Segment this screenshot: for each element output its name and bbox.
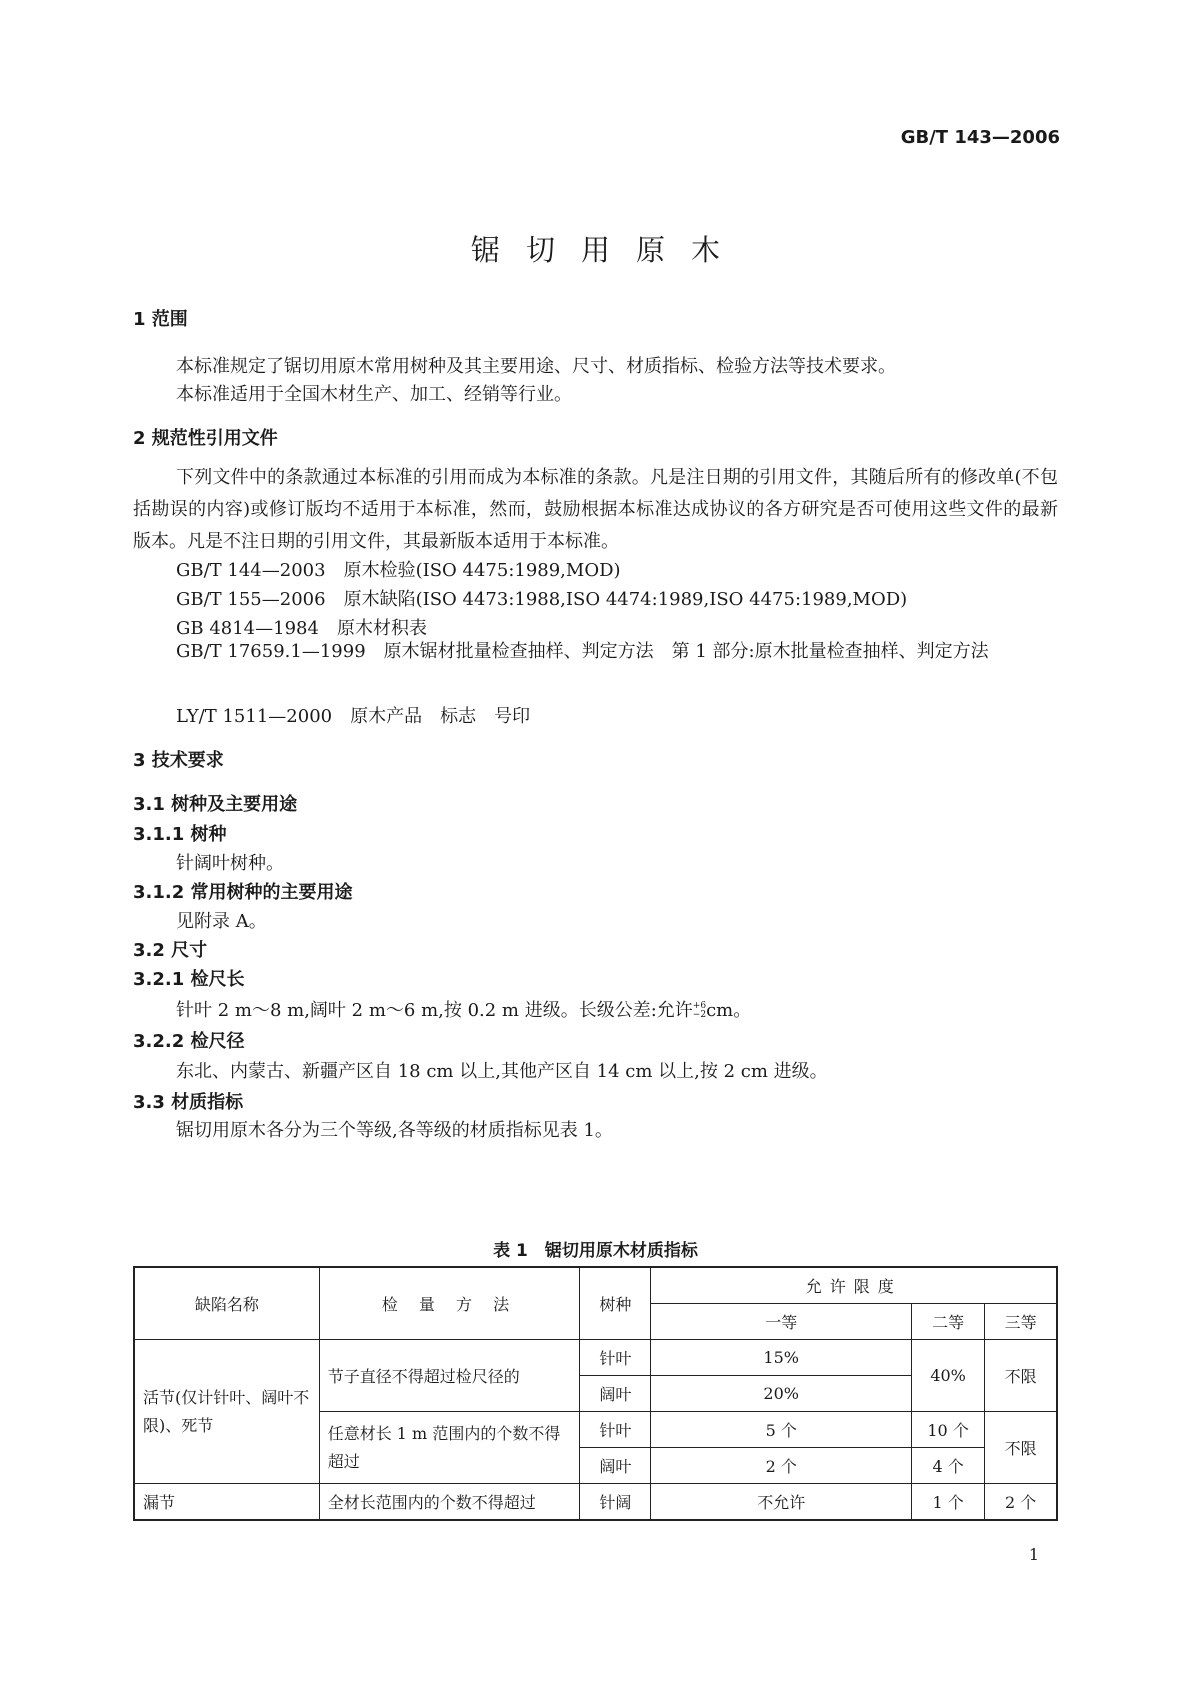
tolerance-upper: +6 — [692, 1001, 707, 1011]
species-conifer: 针叶 — [580, 1412, 651, 1448]
table-caption: 表 1 锯切用原木材质指标 — [493, 1241, 698, 1261]
section-1-line-1: 本标准规定了锯切用原木常用树种及其主要用途、尺寸、材质指标、检验方法等技术要求。 — [176, 356, 896, 377]
section-3-1-1-text: 针阔叶树种。 — [176, 853, 284, 874]
section-3-1-2-heading: 3.1.2 常用树种的主要用途 — [133, 882, 353, 903]
section-2-heading: 2 规范性引用文件 — [133, 428, 278, 449]
section-3-1-1-heading: 3.1.1 树种 — [133, 824, 227, 845]
reference-item: GB 4814—1984 原木材积表 — [176, 618, 427, 639]
header-species: 树种 — [580, 1267, 651, 1340]
value-grade-2: 1 个 — [911, 1484, 984, 1521]
reference-item: GB/T 155—2006 原木缺陷(ISO 4473:1988,ISO 4474:1989,ISO 4475:1989,MOD) — [176, 589, 908, 610]
header-grade-1: 一等 — [651, 1304, 912, 1340]
reference-item: LY/T 1511—2000 原木产品 标志 号印 — [176, 706, 531, 727]
header-grade-2: 二等 — [911, 1304, 984, 1340]
reference-item: GB/T 144—2003 原木检验(ISO 4475:1989,MOD) — [176, 560, 621, 581]
section-1-heading: 1 范围 — [133, 309, 188, 330]
section-3-1-heading: 3.1 树种及主要用途 — [133, 794, 298, 815]
section-3-2-1-text — [176, 996, 751, 1022]
section-3-2-heading: 3.2 尺寸 — [133, 940, 208, 961]
document-title: 锯切用原木 — [470, 233, 746, 267]
tolerance-unit: cm。 — [706, 1000, 752, 1021]
value-grade-2: 4 个 — [911, 1448, 984, 1484]
section-3-heading: 3 技术要求 — [133, 750, 224, 771]
header-defect-name: 缺陷名称 — [134, 1267, 319, 1340]
value-grade-3: 不限 — [985, 1412, 1057, 1484]
section-3-2-2-heading: 3.2.2 检尺径 — [133, 1031, 245, 1052]
header-allowed-limit: 允许限度 — [651, 1267, 1057, 1304]
value-grade-2: 10 个 — [911, 1412, 984, 1448]
row-leak-knot-method: 全材长范围内的个数不得超过 — [319, 1484, 580, 1521]
row-knot-method-2: 任意材长 1 m 范围内的个数不得超过 — [319, 1412, 580, 1484]
species-both: 针阔 — [580, 1484, 651, 1521]
value-grade-3: 不限 — [985, 1340, 1057, 1412]
section-3-2-2-text: 东北、内蒙古、新疆产区自 18 cm 以上,其他产区自 14 cm 以上,按 2 cm 进级。 — [176, 1061, 828, 1082]
tolerance — [693, 1002, 706, 1020]
species-conifer: 针叶 — [580, 1340, 651, 1376]
header-method: 检 量 方 法 — [319, 1267, 580, 1340]
species-broadleaf: 阔叶 — [580, 1376, 651, 1412]
species-broadleaf: 阔叶 — [580, 1448, 651, 1484]
header-grade-3: 三等 — [985, 1304, 1057, 1340]
value-grade-1: 20% — [651, 1376, 912, 1412]
tolerance-lower: −2 — [692, 1010, 707, 1020]
section-1-line-2: 本标准适用于全国木材生产、加工、经销等行业。 — [176, 384, 572, 405]
section-3-3-text: 锯切用原木各分为三个等级,各等级的材质指标见表 1。 — [176, 1120, 613, 1141]
standard-number: GB/T 143—2006 — [900, 127, 1060, 148]
section-3-2-1-heading: 3.2.1 检尺长 — [133, 969, 245, 990]
value-grade-2: 40% — [911, 1340, 984, 1412]
page-number: 1 — [1028, 1545, 1039, 1564]
quality-index-table — [133, 1266, 1058, 1521]
value-grade-3: 2 个 — [985, 1484, 1057, 1521]
row-knot-method-1: 节子直径不得超过检尺径的 — [319, 1340, 580, 1412]
value-grade-1: 2 个 — [651, 1448, 912, 1484]
reference-item: GB/T 17659.1—1999 原木锯材批量检查抽样、判定方法 第 1 部分:原木批量检查抽样、判定方法 — [176, 641, 989, 662]
value-grade-1: 不允许 — [651, 1484, 912, 1521]
value-grade-1: 5 个 — [651, 1412, 912, 1448]
section-3-1-2-text: 见附录 A。 — [176, 911, 267, 932]
row-leak-knot-name: 漏节 — [134, 1484, 319, 1521]
value-grade-1: 15% — [651, 1340, 912, 1376]
section-2-intro: 下列文件中的条款通过本标准的引用而成为本标准的条款。凡是注日期的引用文件，其随后所有的修改单(不包括勘误的内容)或修订版均不适用于本标准，然而，鼓励根据本标准达成协议的各方研究是否可使用这些文件的最新版本。凡是不注日期的引用文件，其最新版本适用于本标准。 — [133, 467, 1058, 552]
length-spec: 针叶 2 m～8 m,阔叶 2 m～6 m,按 0.2 m 进级。长级公差:允许 — [176, 1000, 693, 1021]
section-3-3-heading: 3.3 材质指标 — [133, 1092, 244, 1113]
row-knot-name: 活节(仅计针叶、阔叶不限)、死节 — [134, 1340, 319, 1484]
